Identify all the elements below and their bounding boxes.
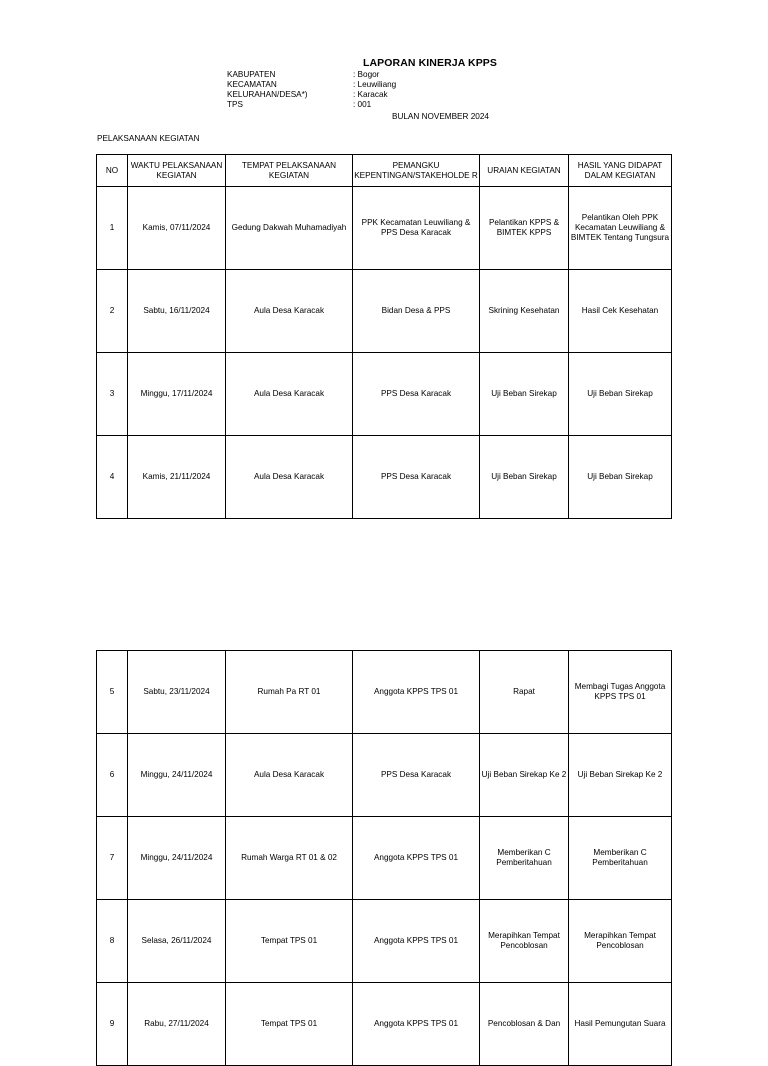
cell-hasil: Hasil Cek Kesehatan xyxy=(569,270,672,353)
cell-hasil: Merapihkan Tempat Pencoblosan xyxy=(569,900,672,983)
meta-label: KELURAHAN/DESA*) xyxy=(227,90,308,99)
cell-uraian: Rapat xyxy=(480,651,569,734)
column-header: WAKTU PELAKSANAAN KEGIATAN xyxy=(128,155,226,187)
cell-tempat: Tempat TPS 01 xyxy=(226,983,353,1066)
cell-uraian: Skrining Kesehatan xyxy=(480,270,569,353)
cell-waktu: Minggu, 17/11/2024 xyxy=(128,353,226,436)
cell-waktu: Sabtu, 23/11/2024 xyxy=(128,651,226,734)
cell-uraian: Merapihkan Tempat Pencoblosan xyxy=(480,900,569,983)
meta-row-kabupaten xyxy=(227,70,396,80)
cell-no: 6 xyxy=(97,734,128,817)
cell-pemangku: Anggota KPPS TPS 01 xyxy=(353,983,480,1066)
meta-row-kecamatan xyxy=(227,80,396,90)
table-row xyxy=(97,353,672,436)
cell-uraian: Uji Beban Sirekap Ke 2 xyxy=(480,734,569,817)
table-header-row xyxy=(97,155,672,187)
meta-label: KECAMATAN xyxy=(227,80,277,89)
cell-tempat: Aula Desa Karacak xyxy=(226,353,353,436)
cell-no: 5 xyxy=(97,651,128,734)
meta-label: TPS xyxy=(227,100,243,109)
table-row xyxy=(97,436,672,519)
report-title: LAPORAN KINERJA KPPS xyxy=(362,57,498,69)
cell-no: 3 xyxy=(97,353,128,436)
table-row xyxy=(97,900,672,983)
cell-hasil: Memberikan C Pemberitahuan xyxy=(569,817,672,900)
section-heading: PELAKSANAAN KEGIATAN xyxy=(97,134,200,143)
cell-waktu: Rabu, 27/11/2024 xyxy=(128,983,226,1066)
cell-uraian: Memberikan C Pemberitahuan xyxy=(480,817,569,900)
cell-tempat: Gedung Dakwah Muhamadiyah xyxy=(226,187,353,270)
column-header: HASIL YANG DIDAPAT DALAM KEGIATAN xyxy=(569,155,672,187)
cell-waktu: Kamis, 21/11/2024 xyxy=(128,436,226,519)
cell-no: 9 xyxy=(97,983,128,1066)
cell-hasil: Pelantikan Oleh PPK Kecamatan Leuwiliang & BIMTEK Tentang Tungsura xyxy=(569,187,672,270)
cell-pemangku: PPS Desa Karacak xyxy=(353,436,480,519)
cell-tempat: Aula Desa Karacak xyxy=(226,270,353,353)
cell-pemangku: PPS Desa Karacak xyxy=(353,353,480,436)
cell-hasil: Membagi Tugas Anggota KPPS TPS 01 xyxy=(569,651,672,734)
cell-waktu: Selasa, 26/11/2024 xyxy=(128,900,226,983)
cell-waktu: Sabtu, 16/11/2024 xyxy=(128,270,226,353)
table-row xyxy=(97,187,672,270)
cell-uraian: Pelantikan KPPS & BIMTEK KPPS xyxy=(480,187,569,270)
meta-row-kelurahan xyxy=(227,90,396,100)
cell-hasil: Uji Beban Sirekap Ke 2 xyxy=(569,734,672,817)
table-row xyxy=(97,734,672,817)
cell-pemangku: Anggota KPPS TPS 01 xyxy=(353,651,480,734)
meta-value: : Bogor xyxy=(353,70,380,79)
cell-uraian: Uji Beban Sirekap xyxy=(480,436,569,519)
cell-hasil: Uji Beban Sirekap xyxy=(569,353,672,436)
column-header: PEMANGKU KEPENTINGAN/STAKEHOLDE R xyxy=(353,155,480,187)
activity-table xyxy=(96,154,672,519)
meta-label: KABUPATEN xyxy=(227,70,276,79)
meta-value: : 001 xyxy=(353,100,372,109)
cell-pemangku: Anggota KPPS TPS 01 xyxy=(353,900,480,983)
cell-tempat: Rumah Warga RT 01 & 02 xyxy=(226,817,353,900)
activity-table-continued xyxy=(96,650,672,1066)
meta-value: : Karacak xyxy=(353,90,388,99)
cell-no: 2 xyxy=(97,270,128,353)
report-meta xyxy=(227,70,396,110)
column-header: NO xyxy=(97,155,128,187)
column-header: TEMPAT PELAKSANAAN KEGIATAN xyxy=(226,155,353,187)
cell-pemangku: PPS Desa Karacak xyxy=(353,734,480,817)
cell-no: 8 xyxy=(97,900,128,983)
cell-tempat: Aula Desa Karacak xyxy=(226,436,353,519)
cell-no: 4 xyxy=(97,436,128,519)
cell-no: 1 xyxy=(97,187,128,270)
cell-waktu: Minggu, 24/11/2024 xyxy=(128,817,226,900)
table-row xyxy=(97,270,672,353)
cell-tempat: Rumah Pa RT 01 xyxy=(226,651,353,734)
cell-tempat: Tempat TPS 01 xyxy=(226,900,353,983)
cell-waktu: Kamis, 07/11/2024 xyxy=(128,187,226,270)
cell-hasil: Uji Beban Sirekap xyxy=(569,436,672,519)
cell-uraian: Pencoblosan & Dan xyxy=(480,983,569,1066)
cell-pemangku: Anggota KPPS TPS 01 xyxy=(353,817,480,900)
table-row xyxy=(97,983,672,1066)
meta-value: : Leuwiliang xyxy=(353,80,397,89)
table-row xyxy=(97,817,672,900)
cell-hasil: Hasil Pemungutan Suara xyxy=(569,983,672,1066)
column-header: URAIAN KEGIATAN xyxy=(480,155,569,187)
cell-pemangku: PPK Kecamatan Leuwiliang & PPS Desa Karacak xyxy=(353,187,480,270)
cell-no: 7 xyxy=(97,817,128,900)
cell-pemangku: Bidan Desa & PPS xyxy=(353,270,480,353)
cell-waktu: Minggu, 24/11/2024 xyxy=(128,734,226,817)
cell-uraian: Uji Beban Sirekap xyxy=(480,353,569,436)
table-row xyxy=(97,651,672,734)
report-month: BULAN NOVEMBER 2024 xyxy=(392,112,489,121)
meta-row-tps xyxy=(227,100,396,110)
cell-tempat: Aula Desa Karacak xyxy=(226,734,353,817)
